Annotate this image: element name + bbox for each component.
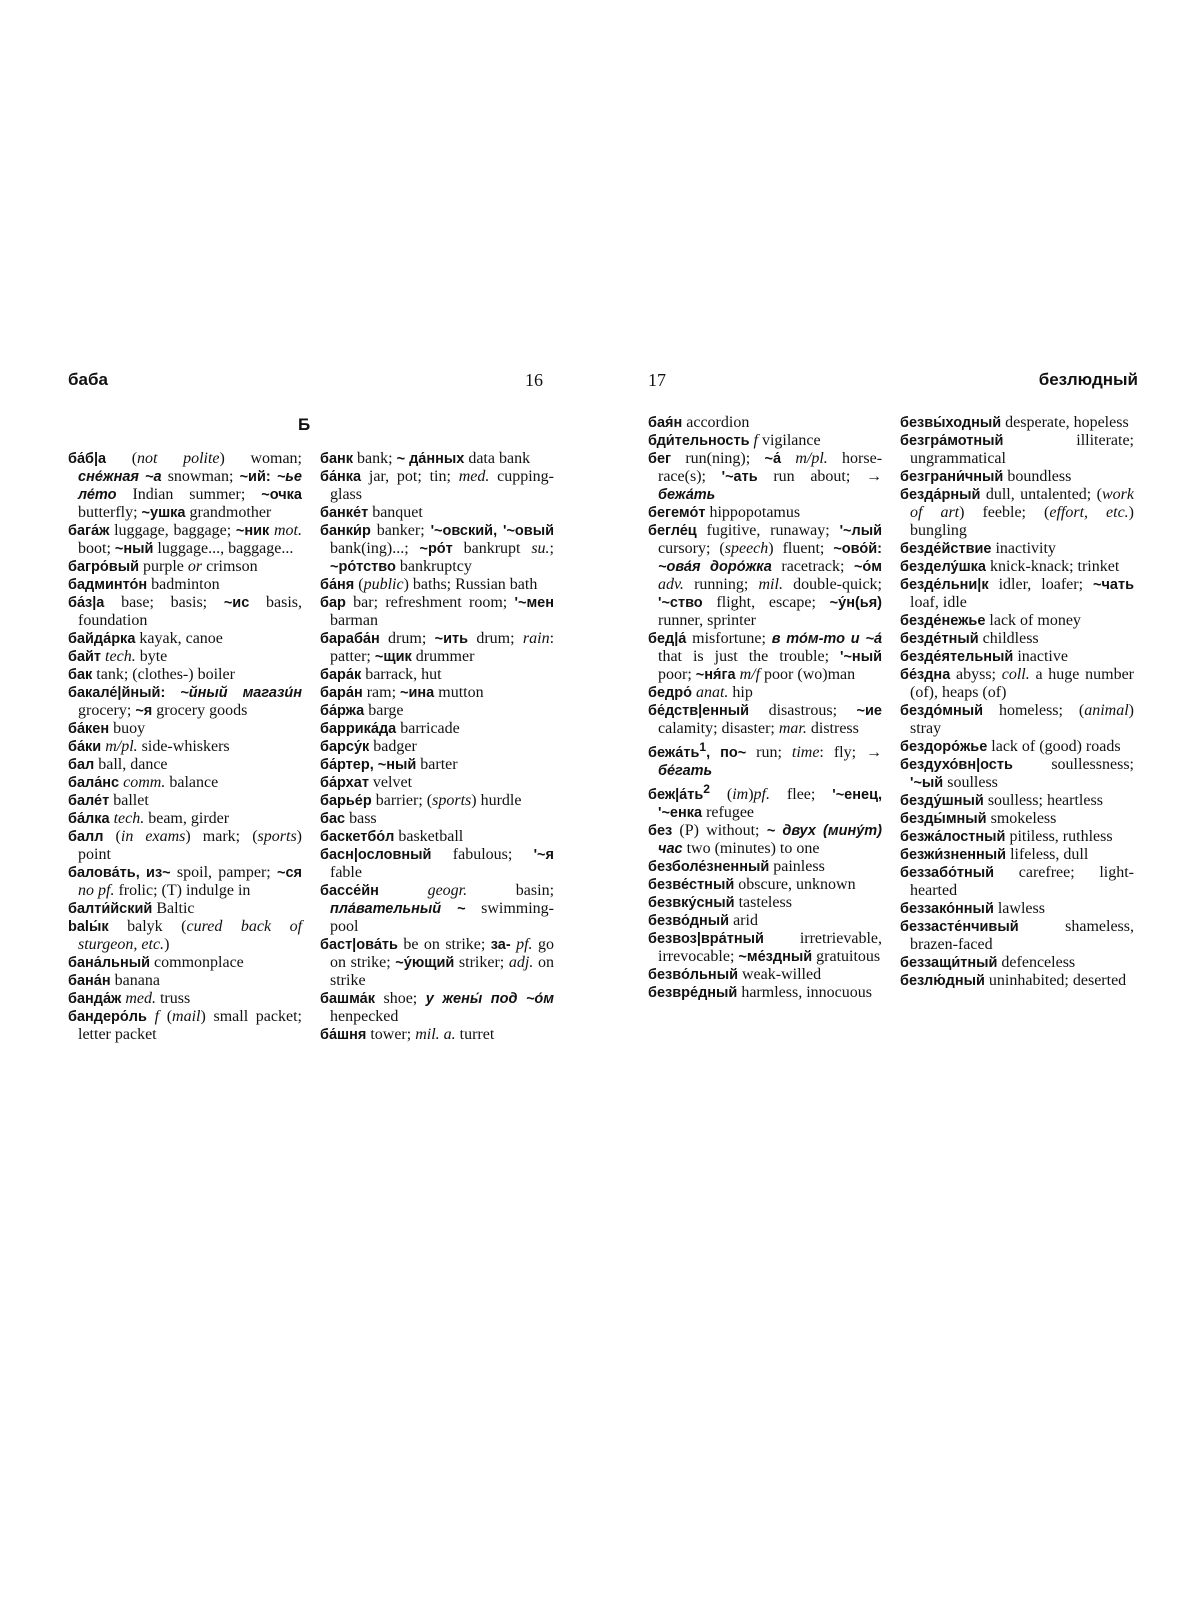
dictionary-entry: безде́йствие inactivity [900, 540, 1056, 557]
dictionary-entry: бана́н banana [68, 972, 160, 989]
dictionary-entry: безжа́лостный pitiless, ruthless [900, 828, 1113, 845]
dictionary-entry: $беж|а́ть^2$ (im)pf. flee; '~енец, '~енка refugee [648, 781, 883, 821]
dictionary-entry: бале́т ballet [68, 792, 149, 809]
dictionary-entry: бе́дств|енный disastrous; ~ие calamity; disaster; mar. distress [648, 702, 882, 737]
dictionary-entry: бадминто́н badminton [68, 576, 220, 593]
dictionary-entry: безжи́зненный lifeless, dull [900, 846, 1089, 863]
dictionary-entry: ба́ржа barge [320, 702, 404, 719]
dictionary-entry: банке́т banquet [320, 504, 423, 521]
dictionary-entry: безгра́мотный illiterate; ungrammatical [900, 432, 1134, 467]
dictionary-entry: бездухо́вн|ость soullessness; '~ый soulless [900, 756, 1134, 791]
running-head: безлюдный [1038, 370, 1138, 389]
dictionary-entry: balы́к balyk (cured back of sturgeon, etc.) [68, 918, 303, 953]
dictionary-entry: бар bar; refreshment room; '~мен barman [320, 594, 554, 629]
dictionary-entry: ба́лка tech. beam, girder [68, 810, 230, 827]
dictionary-entry: бассе́йн geogr. basin; пла́вательный ~ swimming-pool [320, 882, 555, 935]
right-page-columns [648, 414, 1134, 1002]
dictionary-entry: бала́нс comm. balance [68, 774, 219, 791]
dictionary-entry: баскетбо́л basketball [320, 828, 464, 845]
dictionary-entry: банда́ж med. truss [68, 990, 191, 1007]
dictionary-entry: багро́вый purple or crimson [68, 558, 258, 575]
dictionary-entry: безде́тный childless [900, 630, 1039, 647]
right-page-header [648, 370, 1138, 406]
dictionary-entry: бара́к barrack, hut [320, 666, 442, 683]
dictionary-entry: бе́здна abyss; coll. a huge number (of), heaps (of) [900, 666, 1135, 701]
dictionary-entry: балти́йский Baltic [68, 900, 195, 917]
left-page-header [68, 370, 555, 406]
dictionary-entry: байда́рка kayak, canoe [68, 630, 223, 647]
dictionary-entry: бегемо́т hippopotamus [648, 504, 801, 521]
page-number: 17 [648, 370, 666, 390]
dictionary-entry: бегле́ц fugitive, runaway; '~лый cursory; (speech) fluent; ~ово́й: ~ова́я доро́жка racetrack; ~о́м adv. running; mil. double-quick; '~ство flight, escape; ~у́н(ья) runner, sprinter [648, 522, 882, 629]
dictionary-entry: безвку́сный tasteless [648, 893, 792, 911]
dictionary-entry: ба́ня (public) baths; Russian bath [320, 576, 538, 593]
left-page-columns [68, 450, 554, 1044]
dictionary-entry: барье́р barrier; (sports) hurdle [320, 792, 522, 809]
dictionary-entry: бездо́мный homeless; (animal) stray [900, 702, 1134, 737]
dictionary-entry: бас bass [320, 810, 377, 827]
right-page [648, 370, 1138, 1001]
section-letter: Б [298, 415, 311, 434]
dictionary-entry: бал ball, dance [68, 756, 168, 773]
dictionary-entry: башма́к shoe; у жены́ под ~о́м henpecked [320, 990, 555, 1025]
dictionary-entry: без (P) without; ~ двух (мину́т) час two (minutes) to one [648, 821, 882, 857]
dictionary-entry: безво́дный arid [648, 911, 758, 929]
dictionary-entry: бег run(ning); ~а́ m/pl. horse-race(s); '~ать run about; → бежа́ть [648, 450, 883, 503]
dictionary-entry: беззабо́тный carefree; light-hearted [900, 864, 1134, 899]
column-2 [320, 450, 554, 1044]
dictionary-entry: бедро́ anat. hip [648, 684, 753, 701]
dictionary-entry: безграни́чный boundless [900, 468, 1072, 485]
dictionary-entry: безво́льный weak-willed [648, 965, 822, 983]
dictionary-entry: балова́ть, из~ spoil, pamper; ~ся no pf. frolic; (T) indulge in [68, 864, 302, 899]
column-4 [900, 414, 1134, 1002]
dictionary-entry: ба́кен buoy [68, 720, 146, 737]
dictionary-entry: $бежа́ть^1$, по~ run; time: fly; → бе́гать [648, 740, 882, 779]
dictionary-entry: безвы́ходный desperate, hopeless [900, 414, 1129, 431]
dictionary-entry: безда́рный dull, untalented; (work of art) feeble; (effort, etc.) bungling [900, 486, 1134, 539]
column-1 [68, 450, 302, 1044]
dictionary-entry: бана́льный commonplace [68, 954, 244, 971]
dictionary-entry: баррика́да barricade [320, 720, 460, 737]
dictionary-entry: бакале́|йный: ~йный магази́н grocery; ~я grocery goods [68, 685, 302, 719]
dictionary-entry: беззасте́нчивый shameless, brazen-faced [900, 918, 1134, 953]
dictionary-entry: ба́рхат velvet [320, 774, 413, 791]
dictionary-entry: безве́стный obscure, unknown [648, 875, 856, 893]
dictionary-entry: баст|ова́ть be on strike; за- pf. go on strike; ~у́ющий striker; adj. on strike [320, 936, 555, 989]
dictionary-entry: беззако́нный lawless [900, 900, 1045, 917]
dictionary-entry: ба́ртер, ~ный barter [320, 756, 458, 773]
dictionary-entry: безвоз|вра́тный irretrievable, irrevocable; ~ме́здный gratuitous [648, 929, 882, 965]
dictionary-entry: безлю́дный uninhabited; deserted [900, 972, 1127, 989]
dictionary-entry: бед|а́ misfortune; в то́м-то и ~а́ that is just the trouble; '~ный poor; ~ня́га m/f poor (wo)man [648, 630, 883, 683]
dictionary-entry: барсу́к badger [320, 738, 417, 755]
dictionary-entry: бандеро́ль f (mail) small packet; letter packet [68, 1008, 302, 1043]
dictionary-entry: ба́б|а (not polite) woman; сне́жная ~а snowman; ~ий: ~ье ле́то Indian summer; ~очка butterfly; ~ушка grandmother [68, 450, 303, 521]
left-page [68, 370, 555, 1043]
running-head: баба [68, 370, 108, 389]
dictionary-entry: бага́ж luggage, baggage; ~ник mot. boot; ~ный luggage..., baggage... [68, 522, 302, 557]
dictionary-entry: безболе́зненный painless [648, 857, 825, 875]
dictionary-entry: ба́нка jar, pot; tin; med. cupping-glass [320, 468, 554, 503]
dictionary-entry: безвре́дный harmless, innocuous [648, 983, 872, 1001]
dictionary-entry: бара́н ram; ~ина mutton [320, 684, 484, 701]
column-3 [648, 414, 882, 1002]
dictionary-entry: байт tech. byte [68, 648, 168, 665]
dictionary-entry: безделу́шка knick-knack; trinket [900, 558, 1120, 575]
dictionary-entry: безду́шный soulless; heartless [900, 792, 1103, 809]
dictionary-entry: бди́тельность f vigilance [648, 432, 821, 449]
dictionary-entry: бараба́н drum; ~ить drum; rain: patter; ~щик drummer [320, 630, 555, 665]
dictionary-entry: безде́льни|к idler, loafer; ~чать loaf, idle [900, 576, 1134, 611]
page-number: 16 [525, 370, 543, 390]
dictionary-entry: ба́з|а base; basis; ~ис basis, foundation [68, 594, 302, 629]
dictionary-entry: безды́мный smokeless [900, 810, 1057, 827]
dictionary-entry: безде́ятельный inactive [900, 648, 1068, 665]
dictionary-entry: беззащи́тный defenceless [900, 954, 1076, 971]
dictionary-entry: бездоро́жье lack of (good) roads [900, 738, 1121, 755]
dictionary-entry: басн|ословный fabulous; '~я fable [320, 846, 554, 881]
dictionary-entry: бак tank; (clothes-) boiler [68, 666, 235, 683]
dictionary-entry: банк bank; ~ да́нных data bank [320, 450, 531, 467]
dictionary-entry: балл (in exams) mark; (sports) point [68, 828, 302, 863]
dictionary-entry: ба́ки m/pl. side-whiskers [68, 738, 230, 755]
dictionary-entry: безде́нежье lack of money [900, 612, 1081, 629]
dictionary-entry: банки́р banker; '~овский, '~овый bank(ing)...; ~ро́т bankrupt su.; ~ро́тство bankruptcy [320, 522, 555, 575]
dictionary-entry: бая́н accordion [648, 414, 750, 431]
dictionary-entry: ба́шня tower; mil. a. turret [320, 1026, 495, 1043]
